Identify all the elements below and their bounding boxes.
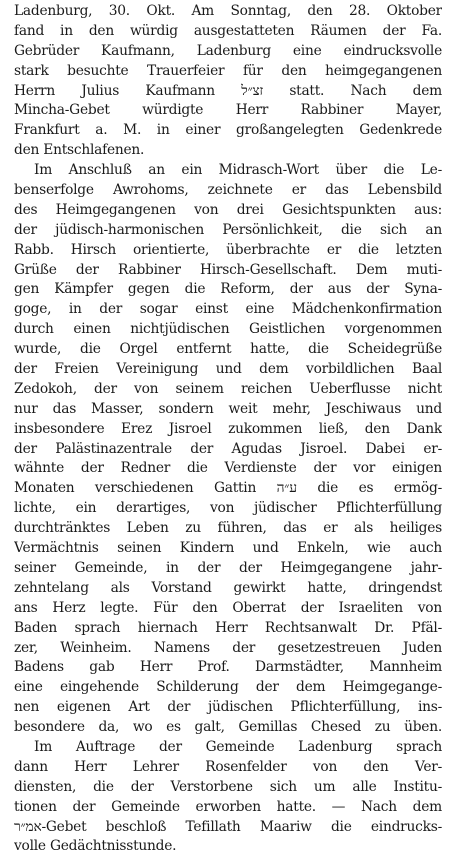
text-line: Im Anschluß an ein Midrasch-Wort über die Le- bbox=[34, 162, 442, 179]
text-line: benserfolge Awrohoms, zeichnete er das Lebensbild bbox=[14, 182, 442, 199]
text-line: wurde, die Orgel entfernt hatte, die Scheidegrüße bbox=[14, 341, 442, 358]
text-line: tionen der Gemeinde erworben hatte. — Nach dem bbox=[14, 798, 442, 815]
text-line: Grüße der Rabbiner Hirsch-Gesellschaft. Dem muti- bbox=[14, 261, 442, 278]
text-line: אמ״ר-Gebet beschloß Tefillath Maariw die eindrucks- bbox=[14, 818, 442, 835]
text-line: der Freien Vereinigung und dem vorbildlichen Baal bbox=[14, 361, 442, 378]
text-line: nen eigenen Art der jüdischen Pflichterfüllung, ins- bbox=[14, 699, 442, 716]
text-line: Mincha-Gebet würdigte Herr Rabbiner Mayer, bbox=[14, 102, 442, 119]
text-line: Frankfurt a. M. in einer großangelegten Gedenkrede bbox=[14, 122, 442, 139]
text-line: Im Auftrage der Gemeinde Ladenburg sprach bbox=[34, 738, 442, 755]
text-line: des Heimgegangenen von drei Gesichtspunkten aus: bbox=[14, 201, 442, 218]
text-line: zer, Weinheim. Namens der gesetzestreuen Juden bbox=[14, 639, 442, 656]
text-line: wähnte der Redner die Verdienste der vor einigen bbox=[14, 460, 442, 477]
text-line: Gebrüder Kaufmann, Ladenburg eine eindrucksvolle bbox=[14, 42, 442, 59]
text-line: Monaten verschiedenen Gattin ע״ה die es ermög- bbox=[14, 480, 442, 497]
text-line: der jüdisch-harmonischen Persönlichkeit, die sich an bbox=[14, 221, 442, 238]
newspaper-article bbox=[14, 2, 442, 857]
text-line: stark besuchte Trauerfeier für den heimgegangenen bbox=[14, 62, 442, 79]
text-line: nur das Masser, sondern weit mehr, Jeschiwaus und bbox=[14, 400, 442, 417]
text-line: dann Herr Lehrer Rosenfelder von den Ver- bbox=[14, 758, 442, 775]
text-line: Vermächtnis seinen Kindern und Enkeln, wie auch bbox=[14, 540, 442, 557]
text-line: durchtränktes Leben zu führen, das er als heiliges bbox=[14, 520, 442, 537]
text-line: goge, in der sogar einst eine Mädchenkonfirmation bbox=[14, 301, 442, 318]
text-line: ans Herz legte. Für den Oberrat der Israeliten von bbox=[14, 599, 442, 616]
paragraph-1 bbox=[14, 2, 442, 161]
text-line: eine eingehende Schilderung der dem Heimgegange- bbox=[14, 679, 442, 696]
text-line: Rabb. Hirsch orientierte, überbrachte er die letzten bbox=[14, 241, 442, 258]
text-line: durch einen nichtjüdischen Geistlichen vorgenommen bbox=[14, 321, 442, 338]
text-line: lichte, ein derartiges, von jüdischer Pflichterfüllung bbox=[14, 500, 442, 517]
text-line: Herrn Julius Kaufmann זצ״ל statt. Nach dem bbox=[14, 82, 442, 99]
text-line: Baden sprach hiernach Herr Rechtsanwalt Dr. Pfäl- bbox=[14, 619, 442, 636]
text-line: Zedokoh, der von seinem reichen Ueberflusse nicht bbox=[14, 380, 442, 397]
text-line: insbesondere Erez Jisroel zukommen ließ, den Dank bbox=[14, 420, 442, 437]
text-line: zehntelang als Vorstand gewirkt hatte, dringendst bbox=[14, 579, 442, 596]
text-line: Ladenburg, 30. Okt. Am Sonntag, den 28. Oktober bbox=[14, 3, 442, 19]
text-line: den Entschlafenen. bbox=[14, 142, 145, 159]
paragraph-3 bbox=[14, 738, 442, 857]
text-line: besondere da, wo es galt, Gemillas Chesed zu üben. bbox=[14, 719, 442, 736]
text-line: der Palästinazentrale der Agudas Jisroel. Dabei er- bbox=[14, 440, 442, 457]
text-line: fand in den würdig ausgestatteten Räumen der Fa. bbox=[14, 22, 442, 39]
text-line: Badens gab Herr Prof. Darmstädter, Mannheim bbox=[14, 659, 442, 676]
text-line: diensten, die der Verstorbene sich um alle Institu- bbox=[14, 778, 442, 795]
text-line: volle Gedächtnisstunde. bbox=[14, 838, 177, 855]
paragraph-2 bbox=[14, 161, 442, 738]
text-line: gen Kämpfer gegen die Reform, der aus der Syna- bbox=[14, 281, 442, 298]
text-line: seiner Gemeinde, in der der Heimgegangene jahr- bbox=[14, 559, 442, 576]
